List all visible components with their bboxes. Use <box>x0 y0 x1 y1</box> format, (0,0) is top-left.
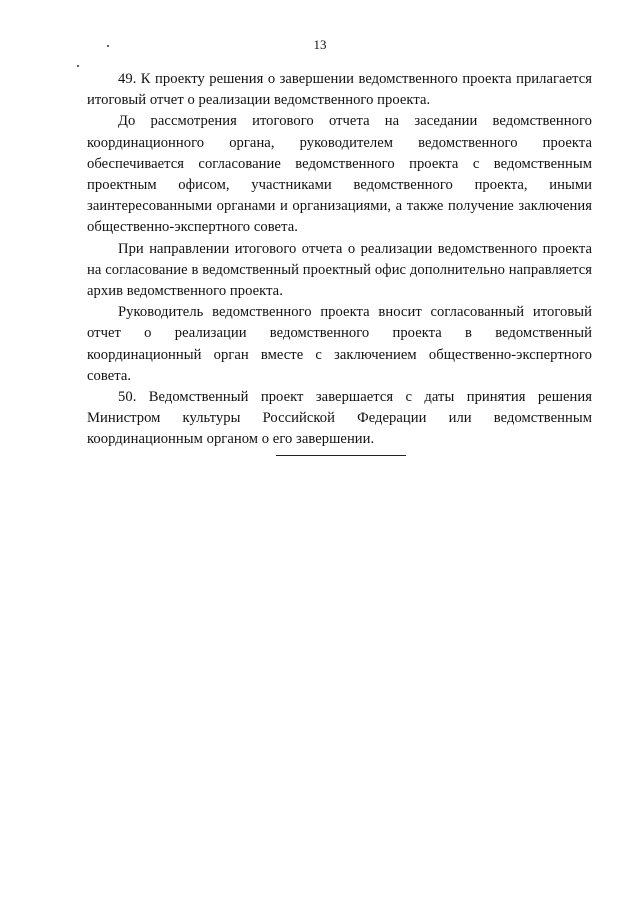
paragraph-review: До рассмотрения итогового отчета на заседании ведомственного координационного органа, руководителем ведомственного проекта обеспечивается согласование ведомственного проекта с ведомственным проектным офисом, участниками ведомственного проекта, иными заинтересованными органами и организациями, а также получение заключения общественно-экспертного совета. <box>87 113 592 236</box>
document-body <box>87 69 592 451</box>
paragraph-archive: При направлении итогового отчета о реализации ведомственного проекта на согласование в ведомственный проектный офис дополнительно направляется архив ведомственного проекта. <box>87 240 592 300</box>
paragraph-submission: Руководитель ведомственного проекта вносит согласованный итоговый отчет о реализации ведомственного проекта в ведомственный координационный орган вместе с заключением общественно-экспертного совета. <box>87 304 592 384</box>
page-number: 13 <box>313 37 327 52</box>
scan-speck <box>77 65 79 67</box>
paragraph-49: 49. К проекту решения о завершении ведомственного проекта прилагается итоговый отчет о реализации ведомственного проекта. <box>87 71 592 109</box>
scan-speck <box>107 45 109 47</box>
end-of-document-rule <box>276 455 406 456</box>
paragraph-50: 50. Ведомственный проект завершается с даты принятия решения Министром культуры Российской Федерации или ведомственным координационным органом о его завершении. <box>87 389 592 448</box>
